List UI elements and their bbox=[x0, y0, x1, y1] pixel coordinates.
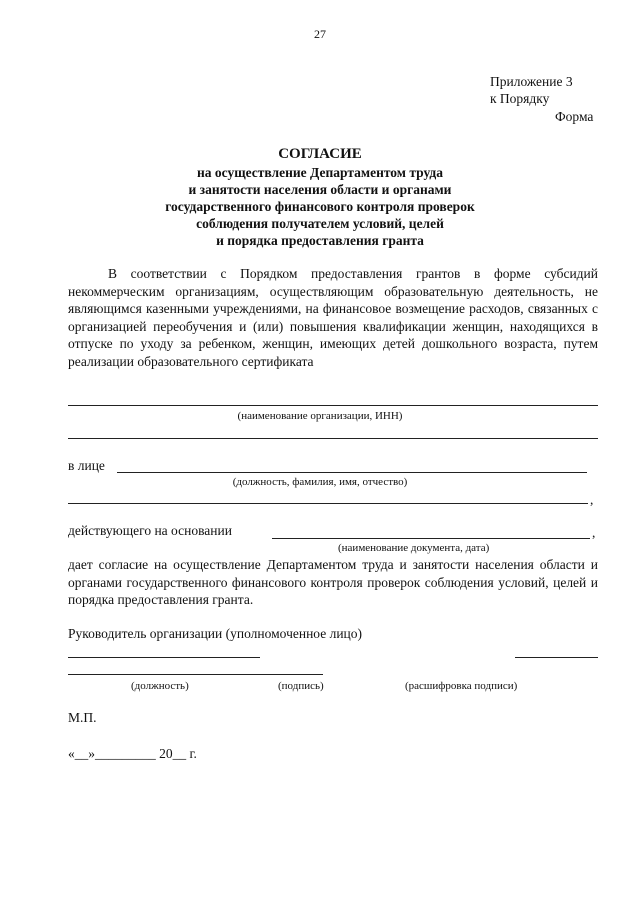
head-label: Руководитель организации (уполномоченное лицо) bbox=[68, 626, 363, 641]
page-number: 27 bbox=[314, 27, 326, 41]
person-line bbox=[117, 472, 587, 473]
intro-paragraph: В соответствии с Порядком предоставления грантов в форме субсидий некоммерческим организациям, осуществляющим образовательную деятельность, не являющимся казенными учреждениями, на финансовое возмещение расходов, связанных с организацией переобучения и (или) повышения квалификации женщин, находящихся в отпуске по уходу за ребенком, женщин, имеющих детей дошкольного возраста, путем реализации образовательного сертификата bbox=[68, 266, 598, 369]
decoding-line bbox=[515, 657, 598, 658]
appendix-form-label: Форма bbox=[555, 109, 594, 124]
decoding-caption: (расшифровка подписи) bbox=[405, 680, 518, 692]
in-person-label: в лице bbox=[68, 458, 105, 473]
document-caption: (наименование документа, дата) bbox=[338, 542, 490, 554]
signature-caption: (подпись) bbox=[278, 680, 324, 692]
position-caption: (должность) bbox=[131, 680, 189, 692]
basis-label: действующего на основании bbox=[68, 523, 232, 538]
document-heading: СОГЛАСИЕ bbox=[278, 146, 362, 162]
basis-line bbox=[272, 538, 590, 539]
date-line: «__»_________ 20__ г. bbox=[68, 746, 197, 761]
person-caption: (должность, фамилия, имя, отчество) bbox=[232, 476, 408, 488]
comma-1: , bbox=[590, 492, 594, 507]
appendix-number: Приложение 3 bbox=[490, 74, 573, 89]
document-title-line-1: на осуществление Департаментом труда bbox=[197, 165, 443, 180]
document-title-line-4: соблюдения получателем условий, целей bbox=[196, 216, 444, 231]
comma-2: , bbox=[592, 525, 596, 540]
document-title-line-2: и занятости населения области и органами bbox=[188, 182, 452, 197]
appendix-order-ref: к Порядку bbox=[490, 91, 550, 106]
person-line-2 bbox=[68, 503, 588, 504]
document-title-line-5: и порядка предоставления гранта bbox=[216, 233, 424, 248]
consent-paragraph: дает согласие на осуществление Департаментом труда и занятости населения области и органами государственного финансового контроля проверок соблюдения условий, целей и порядка предоставления гранта. bbox=[68, 557, 598, 607]
document-title-line-3: государственного финансового контроля проверок bbox=[165, 199, 475, 214]
signature-line bbox=[68, 674, 323, 675]
org-name-line-2 bbox=[68, 438, 598, 439]
position-line bbox=[68, 657, 260, 658]
org-name-line bbox=[68, 405, 598, 406]
org-name-caption: (наименование организации, ИНН) bbox=[237, 410, 403, 422]
stamp-label: М.П. bbox=[68, 710, 97, 725]
